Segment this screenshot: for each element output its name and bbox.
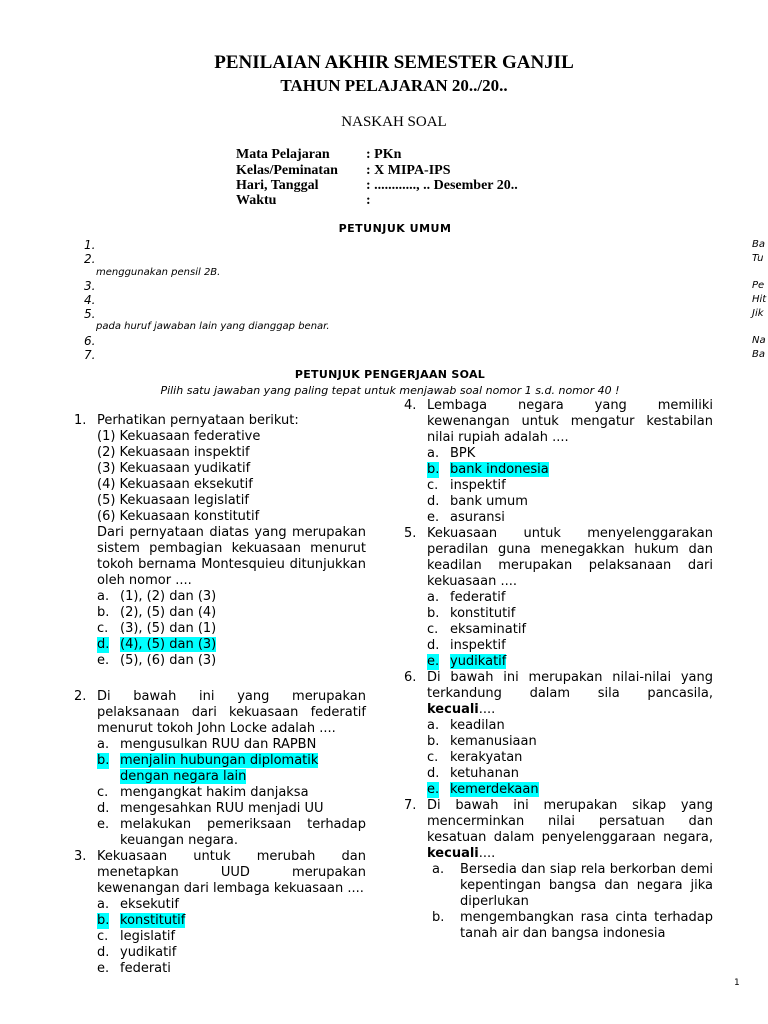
question-text: Kekuasaan untuk menyelenggarakan peradilan guna menegakkan hukum dan keadilan merupakan pelaksanaan dari kekuasaan ....	[427, 526, 713, 589]
option-letter: b.	[97, 753, 110, 768]
question-text	[427, 670, 713, 718]
statement-item: (6) Kekuasaan konstitutif	[97, 509, 260, 524]
question-text: Lembaga negara yang memiliki kewenangan untuk mengatur kestabilan nilai rupiah adalah ....	[427, 398, 713, 445]
option-letter: a.	[427, 446, 440, 461]
info-label: Mata Pelajaran	[236, 147, 330, 162]
general-item-clipped-text: Na	[752, 335, 766, 346]
option-letter: d.	[427, 766, 440, 781]
answer-option[interactable]	[97, 785, 366, 801]
answer-option[interactable]	[427, 622, 713, 638]
answer-option[interactable]	[427, 590, 713, 606]
option-text: eksaminatif	[450, 622, 527, 637]
option-text: federatif	[450, 590, 506, 605]
option-letter: b.	[427, 606, 440, 621]
question-2	[74, 689, 366, 849]
general-item-text: pada huruf jawaban lain yang dianggap benar.	[96, 321, 330, 332]
option-letter: e.	[97, 961, 110, 976]
question-number: 1.	[74, 413, 87, 428]
general-item-number: 1.	[84, 238, 96, 252]
question-dots: ....	[478, 702, 496, 717]
option-text: mengesahkan RUU menjadi UU	[120, 801, 324, 816]
option-text: melakukan pemeriksaan terhadap keuangan negara.	[120, 817, 366, 848]
option-text: mengusulkan RUU dan RAPBN	[120, 737, 317, 752]
option-letter: d.	[427, 494, 440, 509]
general-item-clipped-text: Hit	[752, 294, 767, 305]
question-text-main: Di bawah ini merupakan nilai-nilai yang terkandung dalam sila pancasila,	[427, 670, 713, 701]
info-value: :	[366, 193, 371, 208]
general-item-number: 5.	[84, 307, 96, 321]
answer-option[interactable]	[427, 494, 713, 510]
info-label: Kelas/Peminatan	[236, 163, 338, 178]
option-letter: e.	[97, 817, 110, 832]
option-text: kemerdekaan	[450, 782, 539, 797]
option-letter: d.	[97, 637, 110, 652]
question-number: 6.	[404, 670, 417, 685]
answer-option-highlighted[interactable]	[427, 462, 713, 478]
answer-option[interactable]	[97, 801, 366, 817]
question-text: Perhatikan pernyataan berikut:	[97, 413, 299, 428]
statement-item: (5) Kekuasaan legislatif	[97, 493, 249, 508]
general-item-clipped-text: Ba	[752, 239, 765, 250]
academic-year: TAHUN PELAJARAN 20../20..	[280, 76, 508, 95]
option-letter: b.	[97, 605, 110, 620]
option-letter: c.	[427, 478, 439, 493]
page-number: 1	[734, 978, 740, 988]
option-text: keadilan	[450, 718, 505, 733]
general-item-clipped-text: Ba	[752, 349, 765, 360]
option-text: (2), (5) dan (4)	[120, 605, 217, 620]
option-text: eksekutif	[120, 897, 179, 912]
option-text: konstitutif	[120, 913, 186, 928]
option-text: inspektif	[450, 478, 506, 493]
question-text: Di bawah ini yang merupakan pelaksanaan dari kekuasaan federatif menurut tokoh John Locke adalah ....	[97, 689, 366, 736]
question-6	[404, 670, 713, 798]
option-letter: e.	[97, 653, 110, 668]
answer-option[interactable]	[97, 737, 366, 753]
answer-option-highlighted[interactable]	[97, 753, 366, 785]
option-text: kemanusiaan	[450, 734, 537, 749]
answer-option[interactable]	[427, 478, 713, 494]
question-3	[74, 849, 366, 977]
info-label: Waktu	[236, 193, 277, 208]
answer-option[interactable]	[432, 910, 713, 942]
question-text: Dari pernyataan diatas yang merupakan sistem pembagian kekuasaan menurut tokoh bernama Montesquieu ditunjukkan oleh nomor ....	[97, 525, 366, 588]
option-letter: b.	[427, 734, 440, 749]
general-item-number: 3.	[84, 279, 96, 293]
answer-option[interactable]	[97, 961, 366, 977]
option-text: yudikatif	[450, 654, 507, 669]
option-letter: a.	[97, 897, 110, 912]
question-number: 3.	[74, 849, 87, 864]
option-letter: c.	[97, 785, 109, 800]
option-text: menjalin hubungan diplomatik dengan negara lain	[120, 753, 319, 784]
exception-keyword: kecuali	[427, 846, 479, 861]
question-text: Kekuasaan untuk merubah dan menetapkan UUD merupakan kewenangan dari lembaga kekuasaan ....	[97, 849, 366, 896]
option-letter: e.	[427, 510, 440, 525]
option-text: bank umum	[450, 494, 528, 509]
option-text: yudikatif	[120, 945, 177, 960]
work-instructions-heading: PETUNJUK PENGERJAAN SOAL	[294, 368, 486, 381]
option-text: legislatif	[120, 929, 176, 944]
option-text: ketuhanan	[450, 766, 520, 781]
left-column	[74, 413, 366, 977]
general-item-clipped-text: Pe	[752, 280, 765, 291]
option-letter: b.	[97, 913, 110, 928]
answer-option[interactable]	[97, 929, 366, 945]
answer-option[interactable]	[97, 605, 366, 621]
option-letter: b.	[432, 910, 445, 925]
exam-title: PENILAIAN AKHIR SEMESTER GANJIL	[214, 52, 574, 73]
document-type: NASKAH SOAL	[341, 114, 447, 130]
general-instructions-heading: PETUNJUK UMUM	[338, 222, 452, 235]
info-value: : ............, .. Desember 20..	[366, 178, 518, 193]
option-letter: a.	[97, 737, 110, 752]
answer-option[interactable]	[97, 897, 366, 913]
answer-option[interactable]	[427, 606, 713, 622]
question-number: 5.	[404, 526, 417, 541]
option-text: (4), (5) dan (3)	[120, 637, 217, 652]
general-item-number: 4.	[84, 293, 96, 307]
answer-option[interactable]	[427, 750, 713, 766]
statement-item: (4) Kekuasaan eksekutif	[97, 477, 253, 492]
option-text: federati	[120, 961, 171, 976]
question-7	[404, 798, 713, 942]
question-dots: ....	[478, 846, 496, 861]
answer-option-highlighted[interactable]	[427, 782, 713, 798]
right-column	[404, 398, 713, 942]
question-number: 7.	[404, 798, 417, 813]
answer-option-highlighted[interactable]	[427, 654, 713, 670]
option-text: konstitutif	[450, 606, 516, 621]
general-item-clipped-text: Tu	[752, 253, 764, 264]
general-item-number: 2.	[84, 252, 96, 266]
statement-item: (3) Kekuasaan yudikatif	[97, 461, 251, 476]
option-letter: a.	[427, 590, 440, 605]
option-text: bank indonesia	[450, 462, 549, 477]
exception-keyword: kecuali	[427, 702, 479, 717]
question-4	[404, 398, 713, 526]
answer-option[interactable]	[97, 653, 366, 669]
option-text: kerakyatan	[450, 750, 523, 765]
answer-option[interactable]	[97, 817, 366, 849]
option-text: BPK	[450, 446, 476, 461]
question-number: 4.	[404, 398, 417, 413]
answer-option[interactable]	[427, 638, 713, 654]
question-text	[427, 798, 713, 862]
answer-option[interactable]	[97, 589, 366, 605]
option-letter: a.	[97, 589, 110, 604]
option-text: mengembangkan rasa cinta terhadap tanah air dan bangsa indonesia	[460, 910, 713, 941]
answer-option[interactable]	[427, 510, 713, 526]
work-instructions-text: Pilih satu jawaban yang paling tepat untuk menjawab soal nomor 1 s.d. nomor 40 !	[160, 384, 620, 397]
answer-option[interactable]	[432, 862, 713, 910]
answer-option[interactable]	[427, 766, 713, 782]
option-letter: c.	[427, 622, 439, 637]
answer-option-highlighted[interactable]	[97, 637, 366, 653]
question-1	[74, 413, 366, 669]
option-text: inspektif	[450, 638, 506, 653]
statement-item: (2) Kekuasaan inspektif	[97, 445, 250, 460]
option-letter: c.	[427, 750, 439, 765]
question-5	[404, 526, 713, 670]
option-letter: a.	[432, 862, 445, 877]
option-text: (1), (2) dan (3)	[120, 589, 217, 604]
answer-option-highlighted[interactable]	[97, 913, 366, 929]
general-item-clipped-text: Jik	[752, 308, 764, 319]
info-value: : PKn	[366, 147, 402, 162]
option-letter: d.	[97, 801, 110, 816]
question-number: 2.	[74, 689, 87, 704]
option-letter: e.	[427, 654, 440, 669]
option-letter: b.	[427, 462, 440, 477]
answer-option[interactable]	[427, 718, 713, 734]
option-letter: c.	[97, 929, 109, 944]
option-letter: e.	[427, 782, 440, 797]
option-text: (3), (5) dan (1)	[120, 621, 217, 636]
option-letter: c.	[97, 621, 109, 636]
general-item-number: 6.	[84, 334, 96, 348]
option-text: Bersedia dan siap rela berkorban demi kepentingan bangsa dan negara jika diperlukan	[460, 862, 713, 909]
option-text: mengangkat hakim danjaksa	[120, 785, 309, 800]
option-letter: d.	[427, 638, 440, 653]
question-text-main: Di bawah ini merupakan sikap yang mencerminkan nilai persatuan dan kesatuan dalam penyelenggaraan negara,	[427, 798, 713, 845]
option-letter: d.	[97, 945, 110, 960]
answer-option[interactable]	[97, 945, 366, 961]
statement-item: (1) Kekuasaan federative	[97, 429, 261, 444]
general-item-number: 7.	[84, 348, 96, 362]
info-label: Hari, Tanggal	[236, 178, 319, 193]
option-letter: a.	[427, 718, 440, 733]
answer-option[interactable]	[97, 621, 366, 637]
answer-option[interactable]	[427, 446, 713, 462]
option-text: (5), (6) dan (3)	[120, 653, 217, 668]
general-item-text: menggunakan pensil 2B.	[96, 267, 221, 278]
info-value: : X MIPA-IPS	[366, 163, 451, 178]
answer-option[interactable]	[427, 734, 713, 750]
option-text: asuransi	[450, 510, 505, 525]
